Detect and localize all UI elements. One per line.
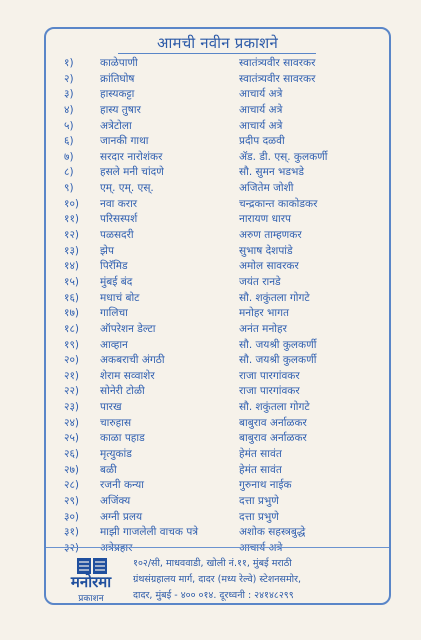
- book-entry: [44, 353, 391, 369]
- book-number: २४): [64, 416, 80, 429]
- book-entry: [44, 494, 391, 510]
- book-author: जयंत रानडे: [239, 275, 281, 288]
- book-author: गुरुनाथ नाईक: [239, 479, 292, 492]
- book-title: मुंबई बंद: [100, 275, 133, 288]
- book-entry: [44, 197, 391, 213]
- title-underline: [118, 53, 316, 54]
- book-title: आव्हान: [100, 338, 128, 351]
- book-number: ४): [64, 103, 74, 116]
- book-author: चन्द्रकान्त काकोडकर: [239, 197, 318, 210]
- book-entry: [44, 338, 391, 354]
- book-title: चारुहास: [100, 416, 132, 429]
- book-entry: [44, 103, 391, 119]
- book-author: हेमंत सावंत: [239, 463, 282, 476]
- book-title: सोनेरी टोळी: [100, 385, 145, 398]
- book-title: अकबराची अंगठी: [100, 354, 165, 367]
- book-author: हेमंत सावंत: [239, 448, 282, 461]
- book-title: अत्रेप्रहार: [100, 541, 133, 554]
- book-title: काळा पहाड: [100, 432, 145, 445]
- book-number: ३): [64, 88, 74, 101]
- book-author: अरुण ताम्हणकर: [239, 229, 302, 242]
- book-author: दत्ता प्रभुणे: [239, 494, 279, 507]
- book-number: १७): [64, 307, 80, 320]
- book-entry: [44, 275, 391, 291]
- book-entry: [44, 541, 391, 557]
- book-number: ११): [64, 213, 80, 226]
- book-author: सुभाष देशपांडे: [239, 244, 293, 257]
- book-entry: [44, 134, 391, 150]
- book-author: स्वातंत्र्यवीर सावरकर: [239, 57, 316, 69]
- book-title: एम्. एम्. एस्.: [100, 182, 154, 195]
- book-author: मनोहर भागत: [239, 307, 290, 320]
- book-author: स्वातंत्र्यवीर सावरकर: [239, 72, 316, 85]
- address-line-2: ग्रंथसंग्रहालय मार्ग, दादर (मध्य रेल्वे) स्टेशनसमोर,: [133, 574, 302, 585]
- book-number: १०): [64, 197, 80, 210]
- book-entry: [44, 322, 391, 338]
- book-title: नवा करार: [100, 197, 138, 210]
- book-number: १८): [64, 322, 80, 335]
- book-author: प्रदीप दळवी: [239, 135, 285, 148]
- book-title: हास्य तुषार: [100, 103, 141, 116]
- book-title: रजनी कन्या: [100, 479, 144, 492]
- book-number: २): [64, 72, 74, 85]
- book-author: आचार्य अत्रे: [239, 119, 283, 132]
- book-entry: [44, 478, 391, 494]
- book-author: बाबुराव अर्नाळकर: [239, 416, 307, 429]
- book-number: १): [64, 57, 74, 69]
- book-title: अजिंक्य: [100, 494, 131, 507]
- book-title: जानकी गाथा: [100, 135, 149, 148]
- book-number: १६): [64, 291, 80, 304]
- book-author: आचार्य अत्रे: [239, 103, 283, 116]
- book-entry: [44, 447, 391, 463]
- book-author: आचार्य अत्रे: [239, 541, 283, 554]
- book-entry: [44, 72, 391, 88]
- book-author: सौ. जयश्री कुलकर्णी: [239, 354, 317, 367]
- book-title: मृत्युकांड: [100, 448, 132, 461]
- book-number: २९): [64, 494, 80, 507]
- book-entry: [44, 369, 391, 385]
- book-entry: [44, 181, 391, 197]
- book-title: क्रांतिघोष: [100, 72, 135, 85]
- book-entry: [44, 212, 391, 228]
- book-entry: [44, 165, 391, 181]
- book-number: २३): [64, 401, 80, 414]
- book-entry: [44, 463, 391, 479]
- book-author: अनंत मनोहर: [239, 322, 287, 335]
- book-title: मधाचं बोट: [100, 291, 140, 304]
- book-author: राजा पारगांवकर: [239, 385, 300, 398]
- book-number: २७): [64, 463, 80, 476]
- book-author: नारायण धारप: [239, 213, 292, 226]
- book-title: अत्रेटोला: [100, 119, 132, 132]
- book-author: राजा पारगांवकर: [239, 369, 300, 382]
- book-title: ऑपरेशन डेल्टा: [100, 322, 156, 335]
- book-number: २२): [64, 385, 80, 398]
- book-author: अशोक सहस्त्रबुद्धे: [239, 526, 306, 539]
- book-title: अग्नी प्रलय: [100, 510, 143, 523]
- book-entry: [44, 431, 391, 447]
- book-entry: [44, 87, 391, 103]
- book-number: ३१): [64, 526, 80, 539]
- book-number: ८): [64, 166, 74, 179]
- book-title: सरदार नारोशंकर: [100, 150, 163, 163]
- book-number: ७): [64, 150, 74, 163]
- book-title: पिरॅमिड: [100, 260, 128, 273]
- book-number: ६): [64, 135, 74, 148]
- book-entry: [44, 291, 391, 307]
- book-entry: [44, 119, 391, 135]
- book-number: १४): [64, 260, 80, 273]
- book-entry: [44, 306, 391, 322]
- book-entry: [44, 228, 391, 244]
- publisher-logo: [60, 557, 122, 605]
- book-number: २५): [64, 432, 80, 445]
- book-entry: [44, 400, 391, 416]
- publisher-tagline: प्रकाशन: [78, 594, 104, 604]
- book-entry: [44, 510, 391, 526]
- book-author: बाबुराव अर्नाळकर: [239, 432, 307, 445]
- book-title: हास्यकट्टा: [100, 88, 135, 101]
- book-entry: [44, 416, 391, 432]
- book-title: हसले मनी चांदणे: [100, 166, 164, 179]
- book-number: १५): [64, 275, 80, 288]
- book-number: १२): [64, 229, 80, 242]
- book-author: आचार्य अत्रे: [239, 88, 283, 101]
- book-entry: [44, 384, 391, 400]
- book-title: पळसदरी: [100, 229, 134, 242]
- book-number: २०): [64, 354, 80, 367]
- book-number: ३२): [64, 541, 80, 554]
- book-entry: [44, 259, 391, 275]
- book-author: अजितेम जोशी: [239, 182, 294, 195]
- book-title: माझी गाजलेली वाचक पत्रे: [100, 526, 199, 539]
- book-author: सौ. शकुंतला गोगटे: [239, 291, 310, 304]
- book-number: २६): [64, 448, 80, 461]
- book-number: ९): [64, 182, 74, 195]
- book-title: काळेपाणी: [100, 57, 138, 69]
- address-line-3: दादर, मुंबई - ४०० ०१४. दूरध्वनी : २४१४८२९९: [133, 590, 294, 601]
- book-entry: [44, 150, 391, 166]
- book-author: ॲड. डी. एस्. कुलकर्णी: [239, 150, 328, 163]
- book-title: शेराम सव्वाशेर: [100, 369, 155, 382]
- book-title: परिसस्पर्श: [100, 213, 138, 226]
- book-title: पारख: [100, 401, 122, 414]
- book-title: झेप: [100, 244, 114, 257]
- book-number: १९): [64, 338, 80, 351]
- address-line-1: १०२/सी, माधववाडी, खोली नं.११, मुंबई मराठी: [133, 558, 292, 569]
- footer-divider: [46, 547, 389, 548]
- book-entry: [44, 244, 391, 260]
- book-entry: [44, 525, 391, 541]
- book-entry: [44, 56, 391, 72]
- book-author: सौ. शकुंतला गोगटे: [239, 401, 310, 414]
- book-author: सौ. जयश्री कुलकर्णी: [239, 338, 317, 351]
- publisher-name: मनोरमा: [70, 573, 112, 591]
- book-number: ५): [64, 119, 74, 132]
- book-author: सौ. सुमन भडभडे: [239, 166, 305, 179]
- book-list: [44, 56, 391, 557]
- book-author: दत्ता प्रभुणे: [239, 510, 279, 523]
- book-number: ३०): [64, 510, 80, 523]
- book-title: बळी: [100, 463, 117, 476]
- book-number: २१): [64, 369, 80, 382]
- book-number: २८): [64, 479, 80, 492]
- book-author: अमोल सावरकर: [239, 260, 299, 273]
- book-number: १३): [64, 244, 80, 257]
- page-title: आमची नवीन प्रकाशने: [157, 34, 278, 52]
- publisher-address: [133, 556, 383, 604]
- book-title: गालिचा: [100, 307, 128, 320]
